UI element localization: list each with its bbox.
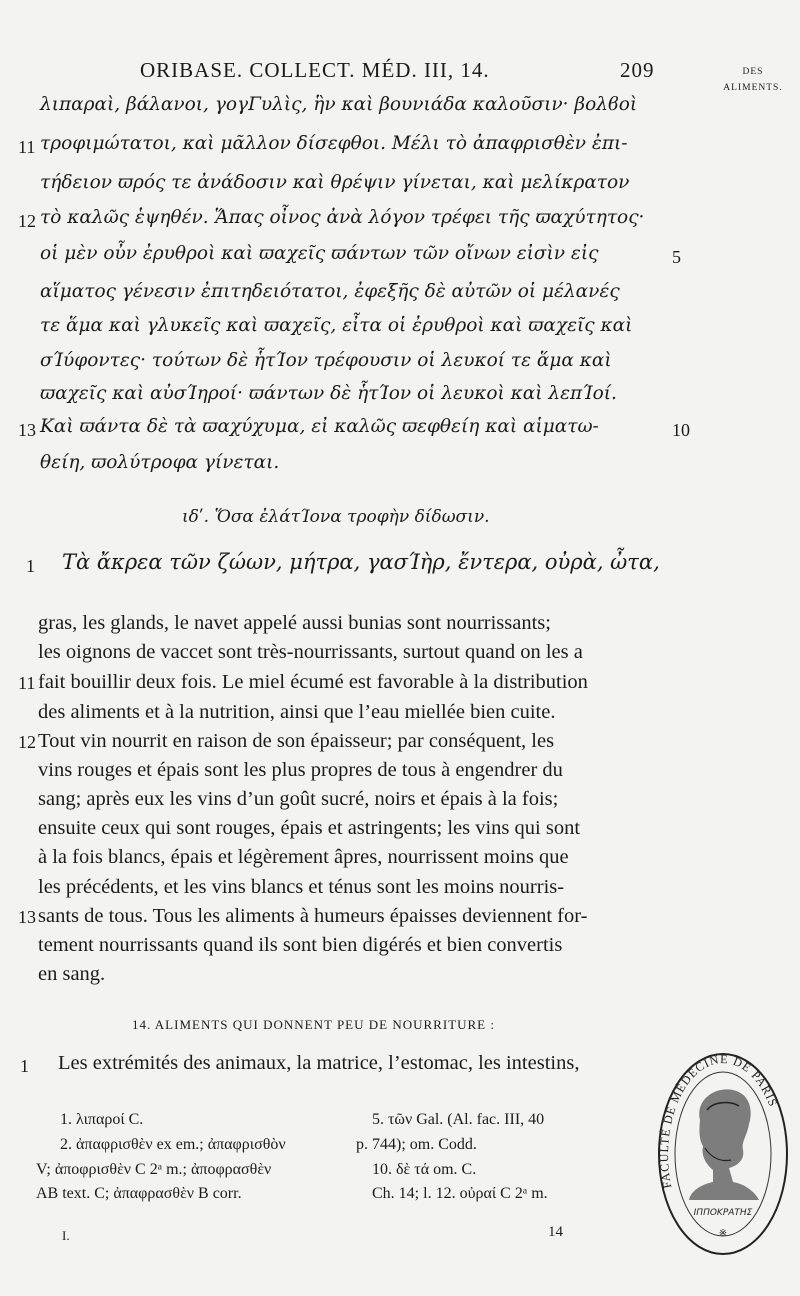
footnote-left-line: 2. ἀπαφρισθὲν ex em.; ἀπαφρισθὸν xyxy=(60,1136,286,1153)
greek-line-marker: 5 xyxy=(672,247,681,267)
signature-center: 14 xyxy=(548,1224,563,1240)
side-note-line2: ALIMENTS. xyxy=(723,83,783,93)
footnote-left-line: AB text. C; ἀπαφρασθὲν B corr. xyxy=(36,1185,242,1202)
greek-line: τροφιμώτατοι, καὶ μᾶλλον δίσεφθοι. Μέλι τὸ ἀπαφρισθὲν ἐπι- xyxy=(40,133,628,154)
running-title: ORIBASE. COLLECT. MÉD. III, 14. xyxy=(140,58,490,82)
signature-left: I. xyxy=(62,1228,70,1243)
greek-line-marker: 10 xyxy=(672,420,690,440)
french-line: vins rouges et épais sont les plus propres de tous à engendrer du xyxy=(38,759,563,781)
greek-line: λιπαραὶ, βάλανοι, γογΓυλὶς, ἣν καὶ βουνιάδα καλοῦσιν· βολϐοὶ xyxy=(40,94,638,115)
library-stamp xyxy=(655,1050,790,1255)
french-section-title: 14. ALIMENTS QUI DONNENT PEU DE NOURRITURE : xyxy=(132,1017,495,1032)
greek-line: Καὶ ϖάντα δὲ τὰ ϖαχύχυμα, εἰ καλῶς ϖεφθείη καὶ αἱματω- xyxy=(40,416,599,437)
french-line: des aliments et à la nutrition, ainsi que l’eau miellée bien cuite. xyxy=(38,701,556,723)
greek-section-line: Τὰ ἄκρεα τῶν ζώων, μήτρα, γασΊὴρ, ἔντερα, οὐρὰ, ὦτα, xyxy=(62,550,660,574)
footnote-right-line: p. 744); om. Codd. xyxy=(356,1136,477,1153)
french-line: fait bouillir deux fois. Le miel écumé est favorable à la distribution xyxy=(38,671,588,693)
french-line-number: 11 xyxy=(18,673,36,693)
greek-line-number: 13 xyxy=(18,420,36,440)
french-line-number: 13 xyxy=(18,907,36,927)
greek-line-number: 12 xyxy=(18,211,36,231)
greek-line: θείη, ϖολύτροφα γίνεται. xyxy=(40,452,280,473)
footnote-right-line: 5. τῶν Gal. (Al. fac. III, 40 xyxy=(372,1111,545,1128)
greek-line: ϖαχεῖς καὶ αὐσΊηροί· ϖάντων δὲ ἧτΊον οἱ λευκοὶ καὶ λεπΊοί. xyxy=(40,383,617,404)
french-line: en sang. xyxy=(38,963,106,985)
footnote-right-line: 10. δὲ τά om. C. xyxy=(372,1161,477,1178)
french-line: ensuite ceux qui sont rouges, épais et astringents; les vins qui sont xyxy=(38,817,581,839)
page-number: 209 xyxy=(620,58,655,82)
footnote-left-line: V; ἀποφρισθὲν C 2ᵃ m.; ἀποφρασθὲν xyxy=(36,1161,272,1178)
french-line: les précédents, et les vins blancs et ténus sont les moins nourris- xyxy=(38,876,565,898)
greek-section-title: ιδʹ. Ὅσα ἐλάτΊονα τροφὴν δίδωσιν. xyxy=(182,507,490,527)
greek-section-line-number: 1 xyxy=(26,556,35,576)
stamp-seal-image xyxy=(655,1050,790,1255)
footnote-left-line: 1. λιπαροί C. xyxy=(60,1111,144,1128)
french-line: à la fois blancs, épais et légèrement âpres, nourrissent moins que xyxy=(38,846,569,868)
french-line: sang; après eux les vins d’un goût sucré, noirs et épais à la fois; xyxy=(38,788,559,810)
french-line: Tout vin nourrit en raison de son épaisseur; par conséquent, les xyxy=(38,730,555,752)
greek-line: τὸ καλῶς ἑψηθέν. Ἅπας οἶνος ἀνὰ λόγον τρέφει τῆς ϖαχύτητος· xyxy=(40,207,645,228)
stamp-arc-text: FACULTÉ DE MÉDECINE DE PARIS xyxy=(656,1051,781,1190)
greek-line-number: 11 xyxy=(18,137,36,157)
greek-line: οἱ μὲν οὖν ἐρυθροὶ καὶ ϖαχεῖς ϖάντων τῶν οἴνων εἰσὶν εἰς xyxy=(40,243,599,264)
french-line-number: 12 xyxy=(18,732,36,752)
stamp-inner-label: ΙΠΠΟΚΡΑΤΗΣ xyxy=(693,1208,753,1218)
greek-line: αἵματος γένεσιν ἐπιτηδειότατοι, ἐφεξῆς δὲ αὐτῶν οἱ μέλανές xyxy=(40,281,620,302)
footnote-right-line: Ch. 14; l. 12. οὐραί C 2ᵃ m. xyxy=(372,1185,548,1202)
french-line: sants de tous. Tous les aliments à humeurs épaisses deviennent for- xyxy=(38,905,588,927)
french-section-line-number: 1 xyxy=(20,1056,29,1076)
greek-line: τε ἅμα καὶ γλυκεῖς καὶ ϖαχεῖς, εἶτα οἱ ἐρυθροὶ καὶ ϖαχεῖς καὶ xyxy=(40,315,633,336)
side-note-line1: DES xyxy=(742,67,764,77)
french-line: tement nourrissants quand ils sont bien digérés et bien convertis xyxy=(38,934,563,956)
stamp-mark: ※ xyxy=(718,1228,728,1239)
greek-line: σΊύφοντες· τούτων δὲ ἧτΊον τρέφουσιν οἱ λευκοί τε ἅμα καὶ xyxy=(40,350,612,371)
side-note xyxy=(712,64,794,96)
greek-line: τήδειον ϖρός τε ἀνάδοσιν καὶ θρέψιν γίνεται, καὶ μελίκρατον xyxy=(40,172,630,193)
french-line: les oignons de vaccet sont très-nourrissants, surtout quand on les a xyxy=(38,641,583,663)
french-section-line: Les extrémités des animaux, la matrice, l’estomac, les intestins, xyxy=(58,1052,580,1074)
french-line: gras, les glands, le navet appelé aussi bunias sont nourrissants; xyxy=(38,612,551,634)
